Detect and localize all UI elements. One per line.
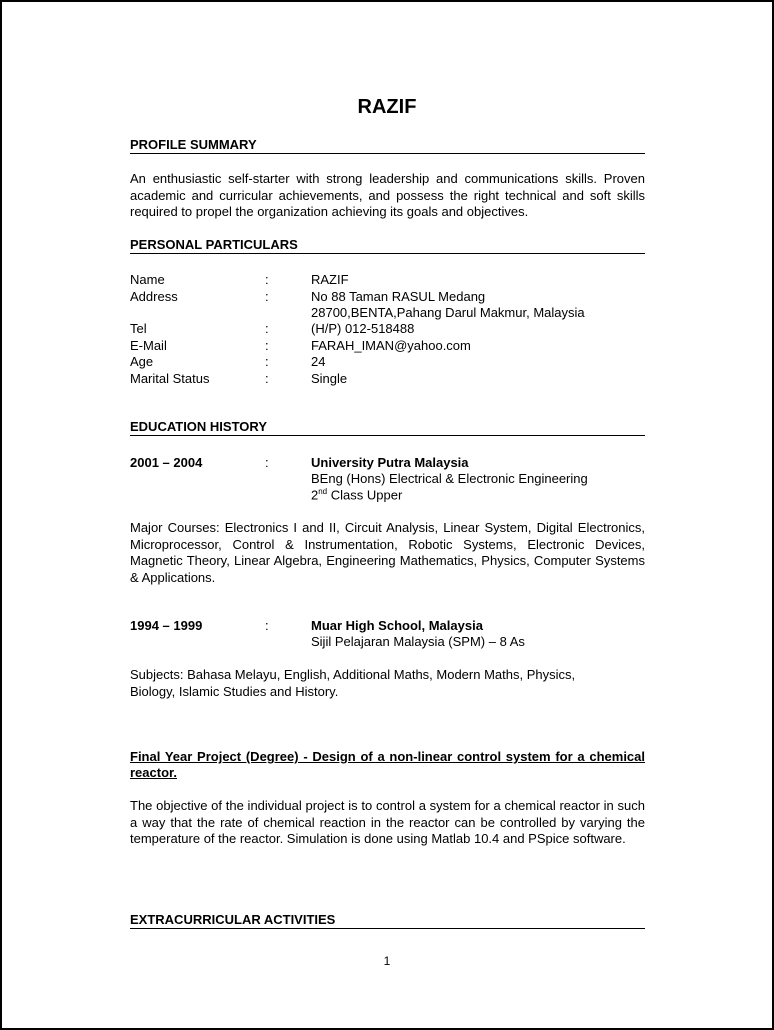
colon: : — [265, 371, 269, 386]
address-line-1: No 88 Taman RASUL Medang — [311, 289, 486, 304]
page-number: 1 — [383, 954, 391, 968]
school-name: Muar High School, Malaysia — [311, 618, 483, 633]
age-label: Age — [130, 354, 154, 369]
candidate-name: RAZIF — [357, 96, 417, 118]
name-value: RAZIF — [311, 272, 349, 287]
project-description: The objective of the individual project is to control a system for a chemical reactor in such a way that the rate of chemical reaction in the reactor can be controlled by varying the temperature of the reactor. Simulation is done using Matlab 10.4 and PSpice software. — [130, 798, 645, 846]
email-label: E-Mail — [130, 338, 167, 353]
class-text: Class Upper — [327, 487, 403, 503]
school-certificate: Sijil Pelajaran Malaysia (SPM) – 8 As — [311, 634, 525, 649]
class-suffix: nd — [318, 487, 328, 496]
major-courses: Major Courses: Electronics I and II, Circuit Analysis, Linear System, Digital Electronics, Microprocessor, Control & Instrumentation, Robotic Systems, Electronic Devices, Magnetic Theory, Linear Algebra, Engineering Mathematics, Physics, Computer Systems & Applications. — [130, 520, 645, 585]
colon: : — [265, 618, 269, 633]
university-name: University Putra Malaysia — [311, 455, 469, 470]
address-line-2: 28700,BENTA,Pahang Darul Makmur, Malaysia — [311, 305, 585, 320]
email-value: FARAH_IMAN@yahoo.com — [311, 338, 471, 353]
class-number: 2 — [311, 487, 319, 503]
address-label: Address — [130, 289, 178, 304]
university-degree: BEng (Hons) Electrical & Electronic Engineering — [311, 471, 588, 486]
section-extracurricular-activities: EXTRACURRICULAR ACTIVITIES — [130, 912, 645, 929]
marital-status-value: Single — [311, 371, 348, 386]
project-title: Final Year Project (Degree) - Design of a non-linear control system for a chemical reactor. — [130, 749, 645, 780]
section-education-history: EDUCATION HISTORY — [130, 419, 645, 436]
school-years: 1994 – 1999 — [130, 618, 203, 633]
tel-label: Tel — [130, 321, 147, 336]
university-years: 2001 – 2004 — [130, 455, 203, 470]
marital-status-label: Marital Status — [130, 371, 210, 386]
colon: : — [265, 455, 269, 470]
university-class — [311, 487, 402, 502]
colon: : — [265, 289, 269, 304]
colon: : — [265, 272, 269, 287]
colon: : — [265, 354, 269, 369]
name-label: Name — [130, 272, 165, 287]
tel-value: (H/P) 012-518488 — [311, 321, 415, 336]
school-subjects: Subjects: Bahasa Melayu, English, Additional Maths, Modern Maths, Physics, Biology, Islamic Studies and History. — [130, 667, 576, 699]
colon: : — [265, 338, 269, 353]
profile-text: An enthusiastic self-starter with strong leadership and communications skills. Proven academic and curricular achievements, and possess the right technical and soft skills required to propel the organization achieving its goals and objectives. — [130, 171, 645, 219]
age-value: 24 — [311, 354, 326, 369]
colon: : — [265, 321, 269, 336]
section-profile-summary: PROFILE SUMMARY — [130, 137, 645, 154]
section-personal-particulars: PERSONAL PARTICULARS — [130, 237, 645, 254]
